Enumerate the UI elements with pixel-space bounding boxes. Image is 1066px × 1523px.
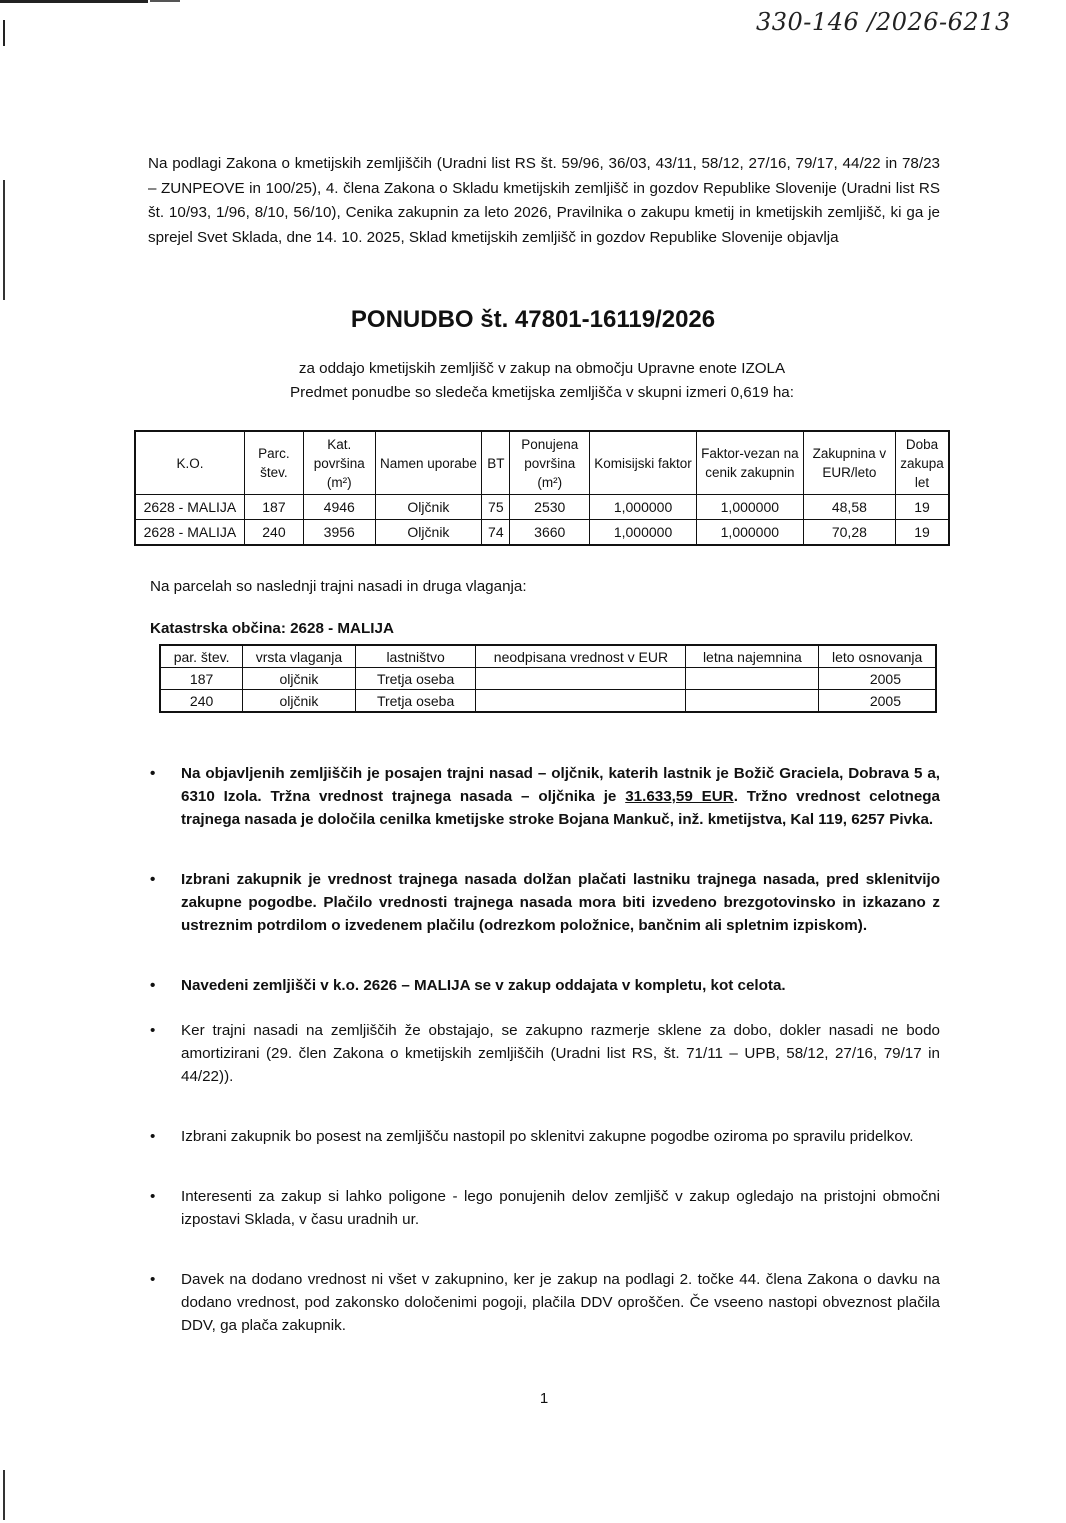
cell-cadastral-area: 4946 xyxy=(303,495,375,520)
cell-investment-type: oljčnik xyxy=(243,668,356,690)
col-header-ownership: lastništvo xyxy=(355,645,476,668)
table-row xyxy=(135,520,949,546)
list-item xyxy=(150,974,940,997)
cell-price-factor: 1,000000 xyxy=(696,495,803,520)
cell-annual-rent xyxy=(686,668,819,690)
bullet-text: Izbrani zakupnik bo posest na zemljišču nastopil po sklenitvi zakupne pogodbe oziroma po spravilu pridelkov. xyxy=(181,1128,914,1145)
cell-purpose: Oljčnik xyxy=(375,495,482,520)
bullet-icon: • xyxy=(150,977,156,994)
col-header-offered-area: Ponujena površina (m²) xyxy=(510,431,590,495)
cell-cadastral-area: 3956 xyxy=(303,520,375,546)
col-header-purpose: Namen uporabe xyxy=(375,431,482,495)
bullet-icon: • xyxy=(150,871,156,888)
col-header-investment-type: vrsta vlaganja xyxy=(243,645,356,668)
cell-parcel-no: 187 xyxy=(244,495,303,520)
cell-year-established: 2005 xyxy=(819,668,936,690)
bullet-text: Na objavljenih zemljiščih je posajen trajni nasad – oljčnik, katerih lastnik je Božič Graciela, Dobrava 5 a, 6310 Izola. Tržna vrednost trajnega nasada – oljčnika je xyxy=(181,765,940,805)
cell-year-established: 2005 xyxy=(819,690,936,713)
col-header-unamortized-value: neodpisana vrednost v EUR xyxy=(476,645,686,668)
cell-annual-rent xyxy=(686,690,819,713)
bullet-icon: • xyxy=(150,1022,156,1039)
bullet-text: Navedeni zemljišči v k.o. 2626 – MALIJA se v zakup oddajata v kompletu, kot celota. xyxy=(181,977,786,994)
document-title: PONUDBO št. 47801-16119/2026 xyxy=(350,306,716,333)
intro-paragraph: Na podlagi Zakona o kmetijskih zemljiščih (Uradni list RS št. 59/96, 36/03, 43/11, 58/12, 27/16, 79/17, 44/22 in 78/23 – ZUNPEOVE in 100/25), 4. člena Zakona o Skladu kmetijskih zemljišč in gozdov Republike Slovenije (Uradni list RS št. 10/93, 1/96, 8/10, 56/10), Cenika zakupnin za leto 2026, Pravilnika o zakupu kmetij in kmetijskih zemljišč, ki ga je sprejel Svet Sklada, dne 14. 10. 2025, Sklad kmetijskih zemljišč in gozdov Republike Slovenije objavlja xyxy=(148,155,940,246)
cell-bt: 75 xyxy=(482,495,510,520)
bullet-text: Interesenti za zakup si lahko poligone - lego ponujenih delov zemljišč v zakup ogledajo na pristojni območni izpostavi Sklada, v času uradnih ur. xyxy=(181,1188,940,1228)
col-header-price-factor: Faktor-vezan na cenik zakupnin xyxy=(696,431,803,495)
cell-unamortized-value xyxy=(476,690,686,713)
plantations-intro: Na parcelah so naslednji trajni nasadi in druga vlaganja: xyxy=(150,578,527,595)
bullet-icon: • xyxy=(150,1271,156,1288)
parcel-table-header xyxy=(135,431,949,495)
table-row xyxy=(135,495,949,520)
table-row xyxy=(160,668,936,690)
conditions-list xyxy=(150,762,940,1337)
parcel-table xyxy=(134,430,950,546)
bullet-icon: • xyxy=(150,1188,156,1205)
subtitle-offer-subject: Predmet ponudbe so sledeča kmetijska zemljišča v skupni izmeri 0,619 ha: xyxy=(290,384,794,401)
col-header-annual-rent: letna najemnina xyxy=(686,645,819,668)
cell-parcel-no: 240 xyxy=(244,520,303,546)
cell-price-factor: 1,000000 xyxy=(696,520,803,546)
list-item xyxy=(150,1125,940,1148)
cell-lease-duration: 19 xyxy=(896,495,949,520)
bullet-text: Izbrani zakupnik je vrednost trajnega nasada dolžan plačati lastniku trajnega nasada, pred sklenitvijo zakupne pogodbe. Plačilo vrednosti trajnega nasada mora biti izvedeno brezgotovinsko in izkazano z ustreznim potrdilom o izvedenem plačilu (odrezkom položnice, bančnim ali spletnim izpiskom). xyxy=(181,871,940,934)
cell-ownership: Tretja oseba xyxy=(355,690,476,713)
scan-artifact-left xyxy=(3,20,5,46)
cell-ko: 2628 - MALIJA xyxy=(135,520,244,546)
cell-purpose: Oljčnik xyxy=(375,520,482,546)
cell-investment-type: oljčnik xyxy=(243,690,356,713)
cell-offered-area: 2530 xyxy=(510,495,590,520)
scan-artifact-left xyxy=(3,180,5,300)
col-header-parcel-no: Parc. štev. xyxy=(244,431,303,495)
col-header-year-established: leto osnovanja xyxy=(819,645,936,668)
list-item xyxy=(150,1268,940,1337)
cell-parcel-no: 187 xyxy=(160,668,243,690)
scan-artifact-left xyxy=(3,1470,5,1520)
cadastral-municipality-label: Katastrska občina: 2628 - MALIJA xyxy=(150,620,394,637)
col-header-rent: Zakupnina v EUR/leto xyxy=(803,431,895,495)
cell-ownership: Tretja oseba xyxy=(355,668,476,690)
col-header-ko: K.O. xyxy=(135,431,244,495)
subtitle-area: za oddajo kmetijskih zemljišč v zakup na območju Upravne enote IZOLA xyxy=(298,360,786,377)
bullet-text: Davek na dodano vrednost ni všet v zakupnino, ker je zakup na podlagi 2. točke 44. člena Zakona o davku na dodano vrednost, pod zakonsko določenimi pogoji, plačila DDV oproščen. Če vseeno nastopi obveznost plačila DDV, ga plača zakupnik. xyxy=(181,1271,940,1334)
list-item xyxy=(150,1019,940,1088)
col-header-bt: BT xyxy=(482,431,510,495)
cell-offered-area: 3660 xyxy=(510,520,590,546)
cell-rent: 48,58 xyxy=(803,495,895,520)
col-header-cadastral-area: Kat. površina (m²) xyxy=(303,431,375,495)
bullet-icon: • xyxy=(150,765,156,782)
bullet-icon: • xyxy=(150,1128,156,1145)
col-header-commission-factor: Komisijski faktor xyxy=(590,431,697,495)
cell-rent: 70,28 xyxy=(803,520,895,546)
cell-commission-factor: 1,000000 xyxy=(590,495,697,520)
market-value: 31.633,59 EUR xyxy=(625,788,734,805)
col-header-lease-duration: Doba zakupa let xyxy=(896,431,949,495)
list-item xyxy=(150,1185,940,1231)
list-item xyxy=(150,762,940,831)
cell-ko: 2628 - MALIJA xyxy=(135,495,244,520)
scan-artifact-top-2 xyxy=(150,0,180,2)
table-row xyxy=(160,690,936,713)
plantation-table xyxy=(159,644,937,713)
bullet-text: . Tržno vrednost celotnega trajnega nasada je določila cenilka kmetijske stroke Bojana Mankuč, inž. kmetijstva, Kal 119, 6257 Pivka. xyxy=(181,788,940,828)
cell-parcel-no: 240 xyxy=(160,690,243,713)
cell-commission-factor: 1,000000 xyxy=(590,520,697,546)
plantation-table-header xyxy=(160,645,936,668)
col-header-parcel-no: par. štev. xyxy=(160,645,243,668)
cell-unamortized-value xyxy=(476,668,686,690)
page-number: 1 xyxy=(539,1390,549,1407)
cell-lease-duration: 19 xyxy=(896,520,949,546)
list-item xyxy=(150,868,940,937)
handwritten-reference: 330-146 /2026-6213 xyxy=(756,8,1011,36)
bullet-text: Ker trajni nasadi na zemljiščih že obstajajo, se zakupno razmerje sklene za dobo, dokler nasadi ne bodo amortizirani (29. člen Zakona o kmetijskih zemljiščih (Uradni list RS, št. 71/11 – UPB, 58/12, 27/16, 79/17 in 44/22)). xyxy=(181,1022,940,1085)
scan-artifact-top xyxy=(0,0,148,3)
cell-bt: 74 xyxy=(482,520,510,546)
